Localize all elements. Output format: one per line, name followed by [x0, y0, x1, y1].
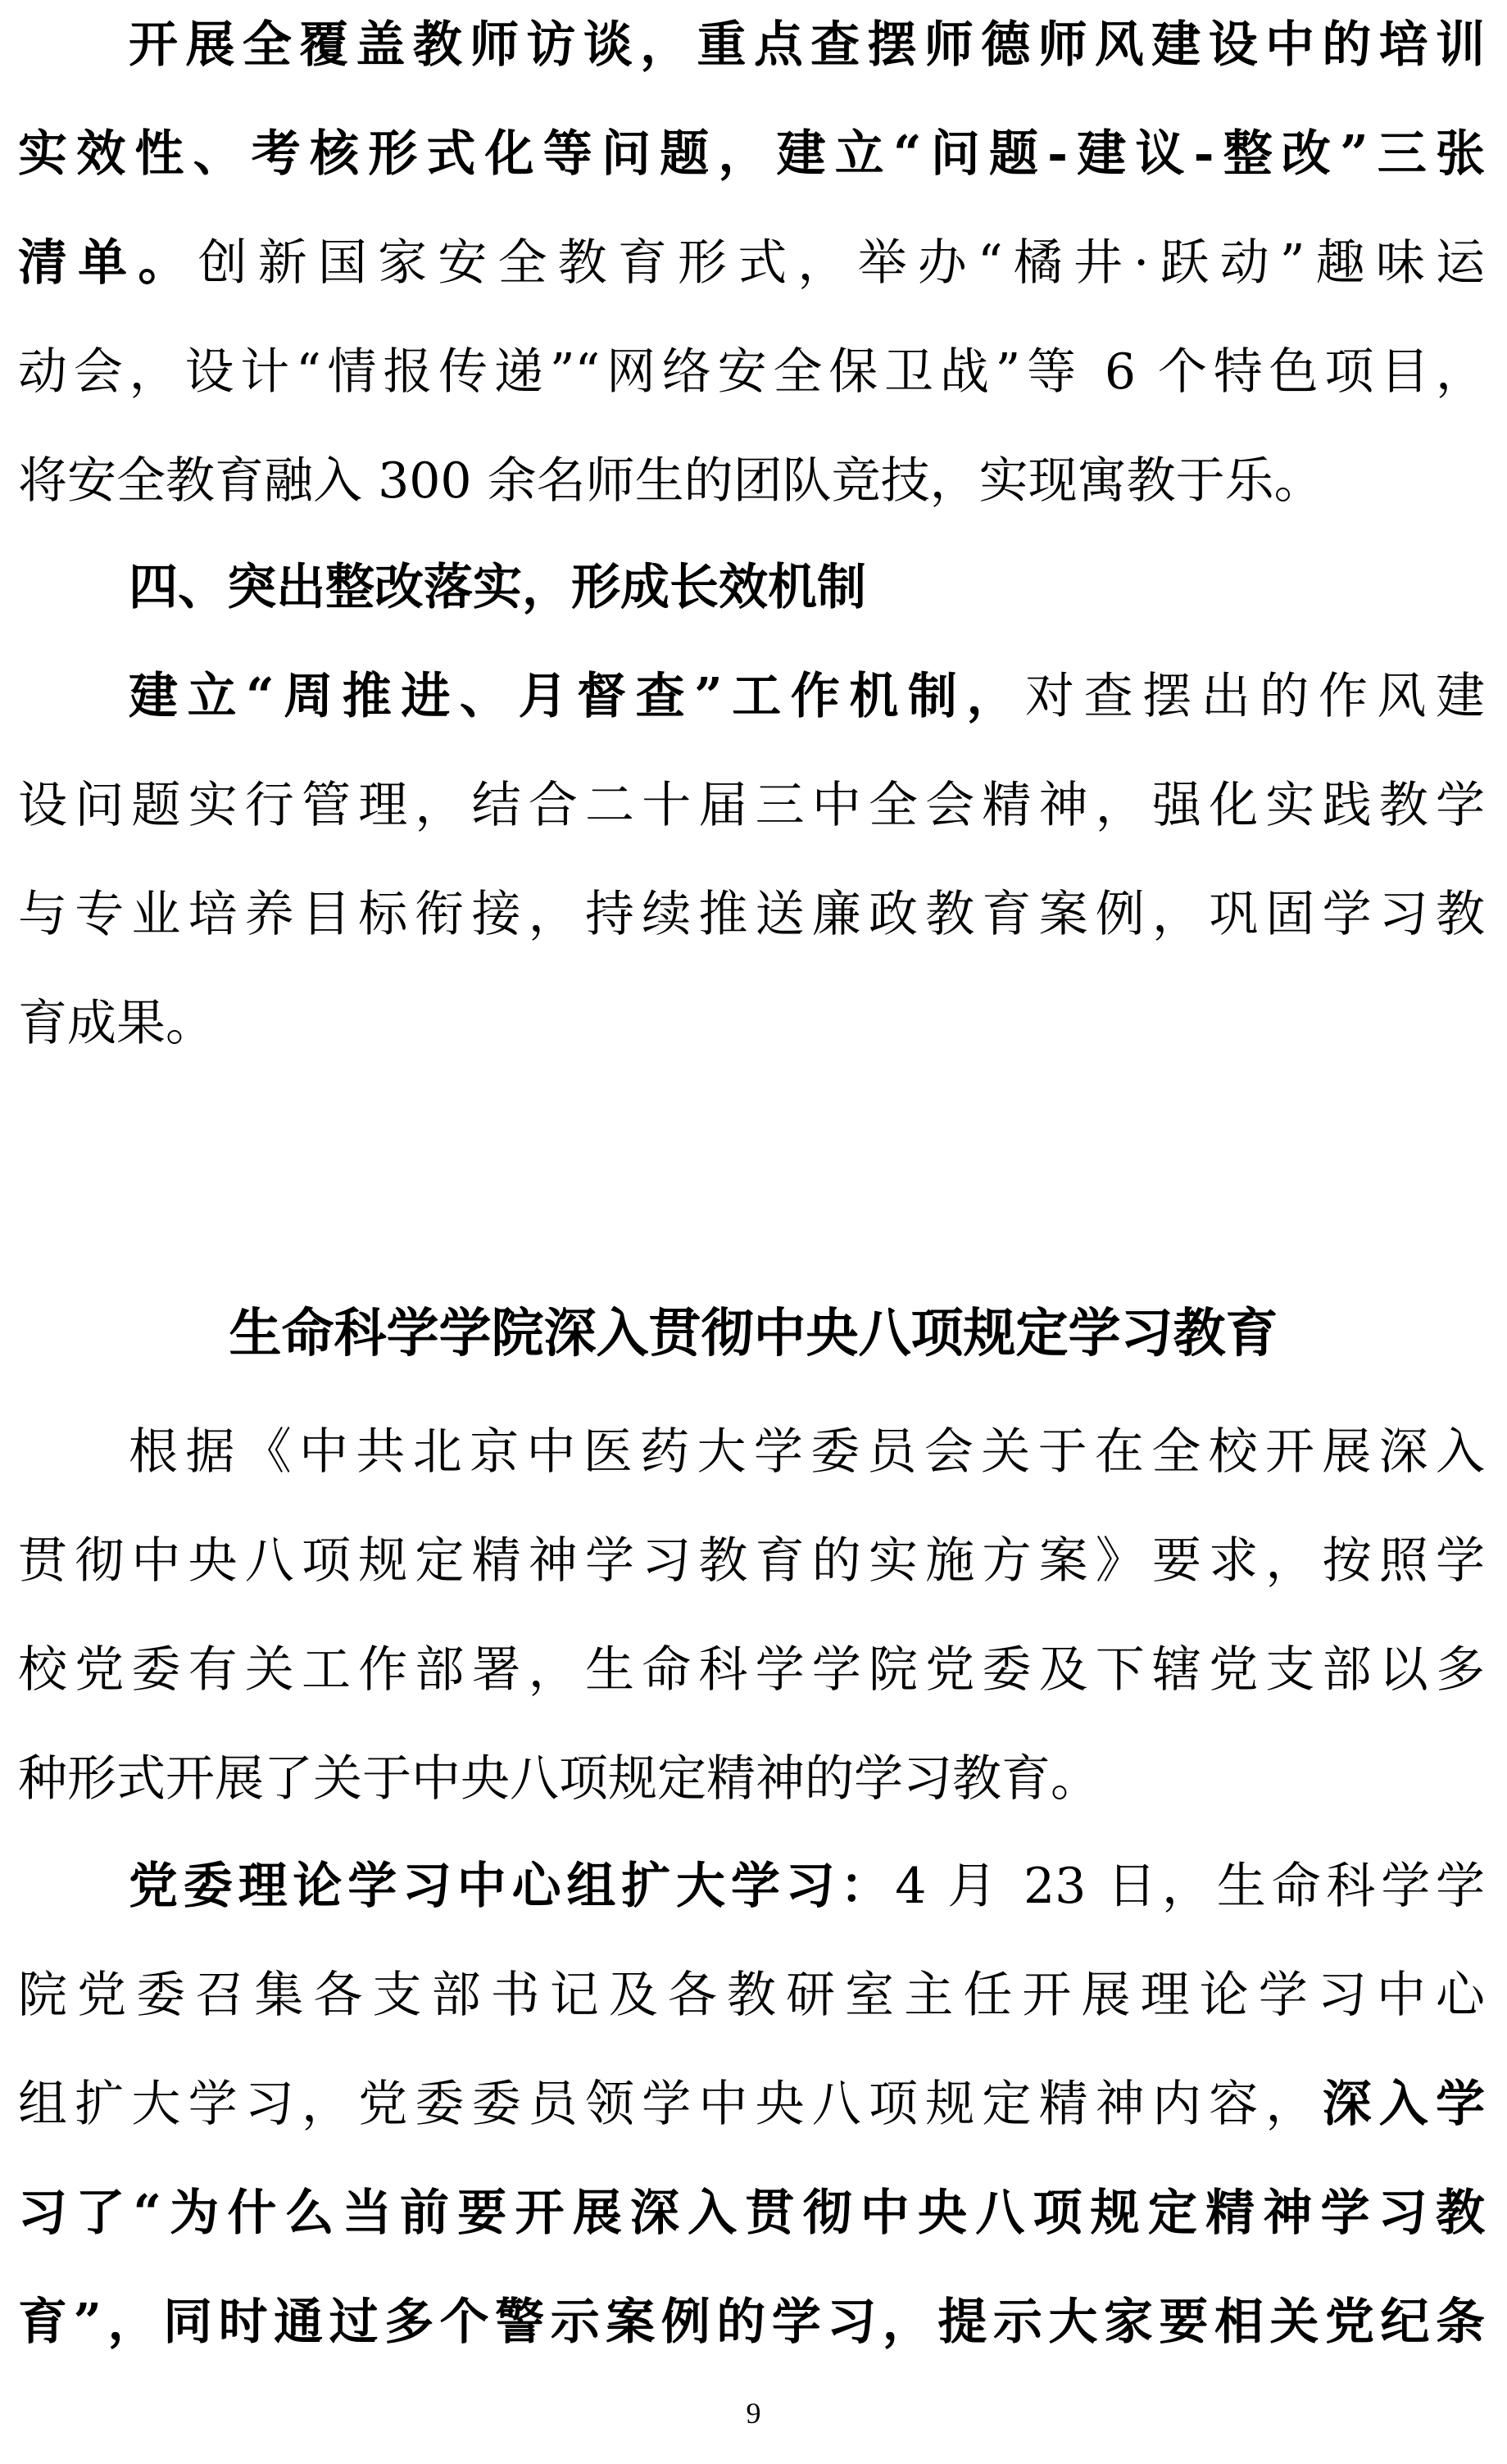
body-text-line: 习了“为什么当前要开展深入贯彻中央八项规定精神学习教: [18, 2185, 1485, 2242]
bold-text: 深入学: [1322, 2076, 1486, 2133]
bold-text: 开展全覆盖教师访谈，重点查摆师德师风建设中的培训: [129, 16, 1485, 74]
body-text: 组扩大学习，党委委员领学中央八项规定精神内容，: [18, 2076, 1323, 2133]
body-text-line: 育成果。: [18, 995, 215, 1052]
section-heading: 四、突出整改落实，形成长效机制: [129, 559, 866, 616]
body-text-line: 院党委召集各支部书记及各教研室主任开展理论学习中心: [18, 1967, 1485, 2024]
page-number: 9: [746, 2397, 761, 2430]
body-text-line: 与专业培养目标衔接，持续推送廉政教育案例，巩固学习教: [18, 886, 1485, 943]
body-text-line: 动会，设计“情报传递”“网络安全保卫战”等 6 个特色项目，: [18, 343, 1485, 401]
body-text-line: 设问题实行管理，结合二十届三中全会精神，强化实践教学: [18, 777, 1485, 834]
body-text-line: 将安全教育融入 300 余名师生的团队竞技，实现寓教于乐。: [18, 452, 1323, 510]
bold-lead-text: 党委理论学习中心组扩大学习：: [129, 1858, 896, 1915]
body-text-line: [18, 230, 1485, 296]
body-text-line: 校党委有关工作部署，生命科学学院党委及下辖党支部以多: [18, 1641, 1485, 1699]
body-text-line: [129, 12, 1485, 78]
body-text-line: 根据《中共北京中医药大学委员会关于在全校开展深入: [129, 1423, 1485, 1481]
body-text: 4 月 23 日，生命科学学: [895, 1858, 1485, 1915]
body-text: 对查摆出的作风建: [1025, 668, 1485, 725]
body-text-line: [18, 2071, 1485, 2137]
body-text-line: [18, 121, 1485, 187]
body-text: 创新国家安全教育形式，举办“橘井·跃动”趣味运: [197, 234, 1486, 292]
article-title: 生命科学学院深入贯彻中央八项规定学习教育: [229, 1303, 1278, 1364]
body-text-line: 种形式开展了关于中央八项规定精神的学习教育。: [18, 1750, 1100, 1808]
bold-text: 实效性、考核形式化等问题，建立“问题-建议-整改”三张: [18, 125, 1485, 183]
body-text-line: [129, 1854, 1485, 1919]
body-text-line: 育”，同时通过多个警示案例的学习，提示大家要相关党纪条: [18, 2294, 1485, 2351]
body-text-line: [129, 664, 1485, 729]
bold-text: 清单。: [18, 234, 198, 292]
bold-lead-text: 建立“周推进、月督查”工作机制，: [129, 668, 1026, 725]
body-text-line: 贯彻中央八项规定精神学习教育的实施方案》要求，按照学: [18, 1532, 1485, 1590]
